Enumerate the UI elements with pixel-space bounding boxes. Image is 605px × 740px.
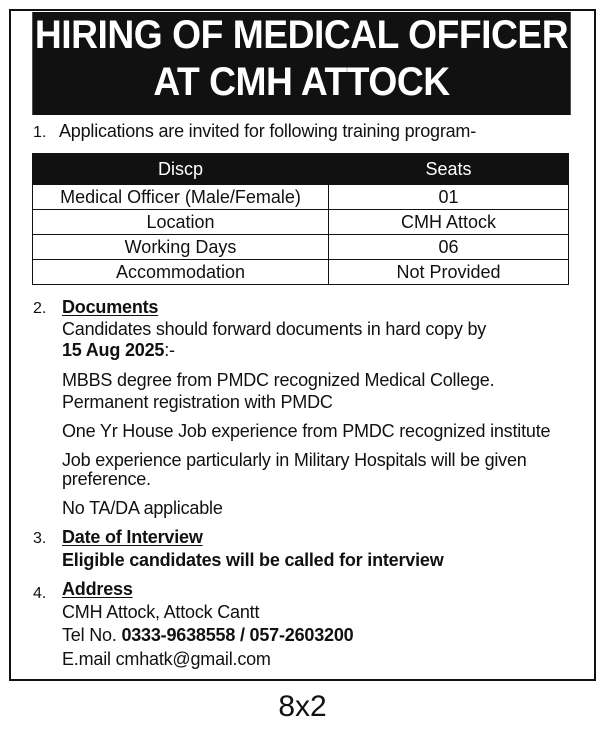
section-4-number: 4.: [33, 585, 47, 602]
table-cell: Medical Officer (Male/Female): [33, 185, 329, 210]
table-row: [33, 235, 569, 260]
table-row: [33, 260, 569, 285]
table-header-seats: Seats: [329, 154, 569, 185]
requirement-5: No TA/DA applicable: [62, 498, 223, 518]
section-1-intro: Applications are invited for following training program-: [59, 121, 477, 141]
table-cell: CMH Attock: [329, 210, 569, 235]
documents-heading: Documents: [62, 297, 159, 317]
table-cell: Accommodation: [33, 260, 329, 285]
deadline-suffix: :-: [164, 340, 175, 360]
table-cell: Working Days: [33, 235, 329, 260]
ad-size-label: 8x2: [278, 690, 327, 723]
section-3-number: 3.: [33, 530, 47, 547]
table-row: [33, 210, 569, 235]
program-table: [32, 153, 569, 285]
requirement-1: MBBS degree from PMDC recognized Medical College.: [62, 370, 495, 390]
header-line-2: AT CMH ATTOCK: [153, 60, 450, 104]
deadline-date: 15 Aug 2025: [62, 340, 165, 360]
address-text: CMH Attock, Attock Cantt: [62, 602, 260, 622]
table-row: [33, 185, 569, 210]
telephone-line: [62, 625, 353, 646]
interview-heading: Date of Interview: [62, 527, 203, 547]
table-cell: 06: [329, 235, 569, 260]
section-2-number: 2.: [33, 300, 47, 317]
requirement-4a: Job experience particularly in Military Hospitals will be given: [62, 450, 527, 470]
header-line-1: HIRING OF MEDICAL OFFICER: [34, 13, 569, 57]
section-1-number: 1.: [33, 124, 47, 141]
table-header-discp: Discp: [33, 154, 329, 185]
requirement-3: One Yr House Job experience from PMDC recognized institute: [62, 421, 551, 441]
interview-text: Eligible candidates will be called for interview: [62, 550, 444, 570]
tel-numbers: 0333-9638558 / 057-2603200: [121, 625, 354, 645]
table-header-row: [33, 154, 569, 185]
address-heading: Address: [62, 579, 133, 599]
table-cell: Not Provided: [329, 260, 569, 285]
ad-header: [32, 12, 570, 115]
tel-label: Tel No.: [62, 625, 122, 645]
requirement-4b: preference.: [62, 469, 151, 489]
requirement-2: Permanent registration with PMDC: [62, 392, 333, 412]
table-cell: Location: [33, 210, 329, 235]
email-line: E.mail cmhatk@gmail.com: [62, 649, 271, 669]
table-cell: 01: [329, 185, 569, 210]
documents-line-1: Candidates should forward documents in hard copy by: [62, 319, 487, 339]
documents-deadline-line: [62, 340, 175, 361]
